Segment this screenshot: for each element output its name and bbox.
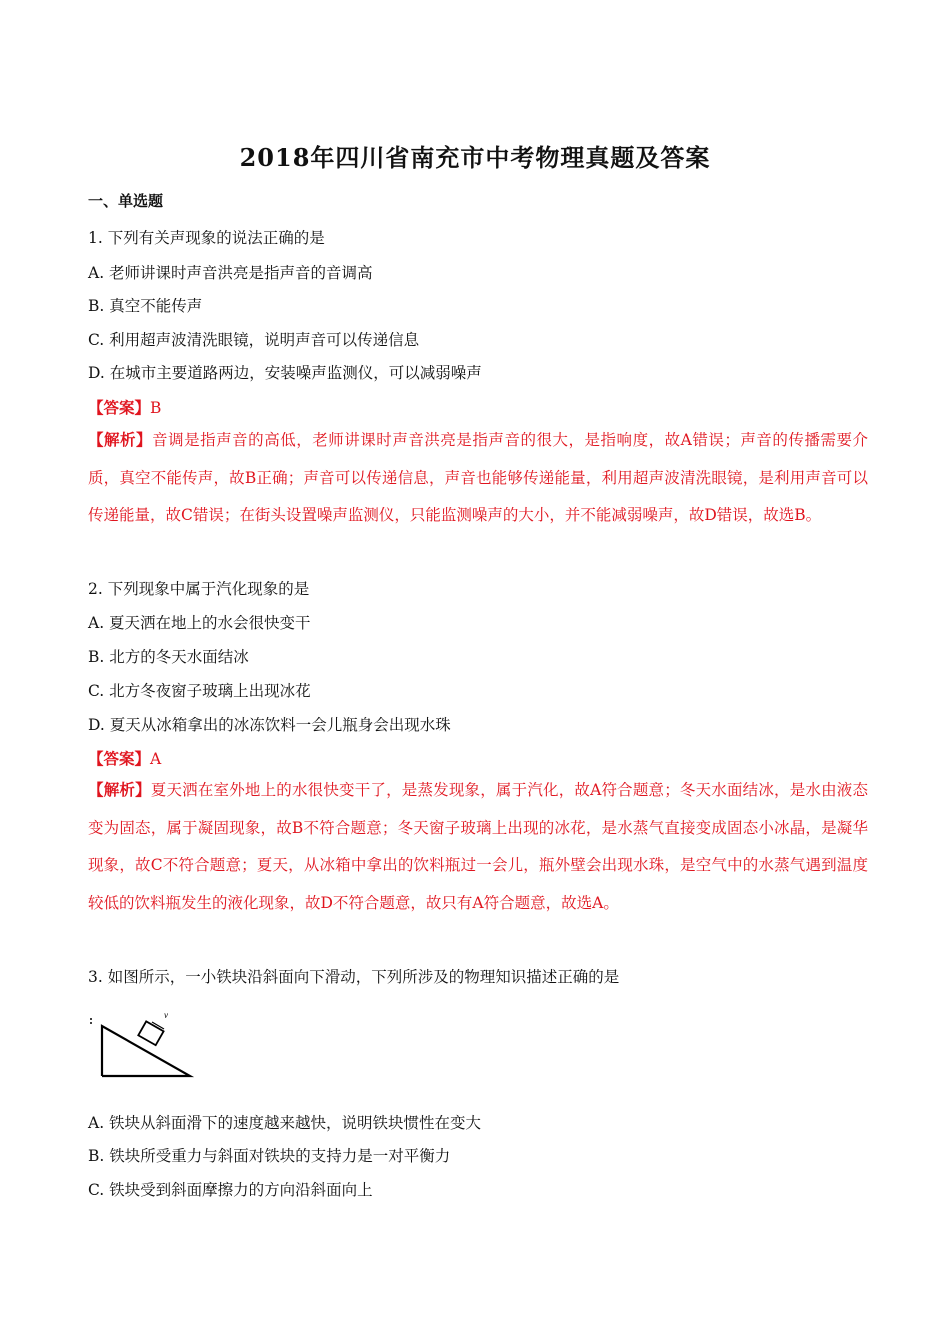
q2-option-b: B. 北方的冬天水面结冰	[88, 648, 249, 666]
q2-answer-value: A	[150, 750, 162, 768]
q1-stem: 1. 下列有关声现象的说法正确的是	[88, 229, 325, 247]
q2-analysis	[88, 771, 868, 922]
q3-option-c: C. 铁块受到斜面摩擦力的方向沿斜面向上	[88, 1181, 373, 1199]
iron-block	[138, 1021, 163, 1045]
analysis-tag: 【解析】	[88, 430, 153, 449]
q1-option-b: B. 真空不能传声	[88, 297, 203, 315]
q1-analysis	[88, 421, 868, 535]
q1-answer	[88, 396, 161, 418]
q1-option-c: C. 利用超声波清洗眼镜，说明声音可以传递信息	[88, 331, 420, 349]
section-heading: 一、单选题	[88, 192, 164, 210]
q2-analysis-text: 夏天洒在室外地上的水很快变干了，是蒸发现象，属于汽化，故A符合题意；冬天水面结冰，是水由液态变为固态，属于凝固现象，故B不符合题意；冬天窗子玻璃上出现的冰花，是水蒸气直接变成固态小冰晶，是凝华现象，故C不符合题意；夏天，从冰箱中拿出的饮料瓶过一会儿，瓶外壁会出现水珠，是空气中的水蒸气遇到温度较低的饮料瓶发生的液化现象，故D不符合题意，故只有A符合题意，故选A。	[88, 781, 868, 912]
q2-stem: 2. 下列现象中属于汽化现象的是	[88, 580, 310, 598]
q2-option-d: D. 夏天从冰箱拿出的冰冻饮料一会儿瓶身会出现水珠	[88, 716, 451, 734]
q3-stem: 3. 如图所示，一小铁块沿斜面向下滑动，下列所涉及的物理知识描述正确的是	[88, 968, 620, 986]
answer-tag: 【答案】	[88, 398, 151, 417]
incline-figure	[88, 1004, 198, 1082]
q1-option-a: A. 老师讲课时声音洪亮是指声音的音调高	[88, 264, 373, 282]
velocity-label: v	[164, 1010, 168, 1020]
page-title: 2018年四川省南充市中考物理真题及答案	[239, 143, 711, 172]
q2-option-a: A. 夏天洒在地上的水会很快变干	[88, 614, 311, 632]
q3-option-a: A. 铁块从斜面滑下的速度越来越快，说明铁块惯性在变大	[88, 1114, 482, 1132]
analysis-tag: 【解析】	[88, 780, 151, 799]
q1-option-d: D. 在城市主要道路两边，安装噪声监测仪，可以减弱噪声	[88, 364, 482, 382]
answer-tag: 【答案】	[88, 749, 151, 768]
q1-analysis-text: 音调是指声音的高低，老师讲课时声音洪亮是指声音的很大，是指响度，故A错误；声音的传播需要介质，真空不能传声，故B正确；声音可以传递信息，声音也能够传递能量，利用超声波清洗眼镜，是利用声音可以传递能量，故C错误；在街头设置噪声监测仪，只能监测噪声的大小，并不能减弱噪声，故D错误，故选B。	[88, 431, 868, 524]
q1-answer-value: B	[150, 399, 162, 417]
q2-answer	[88, 747, 161, 769]
q3-option-b: B. 铁块所受重力与斜面对铁块的支持力是一对平衡力	[88, 1147, 451, 1165]
q2-option-c: C. 北方冬夜窗子玻璃上出现冰花	[88, 682, 311, 700]
